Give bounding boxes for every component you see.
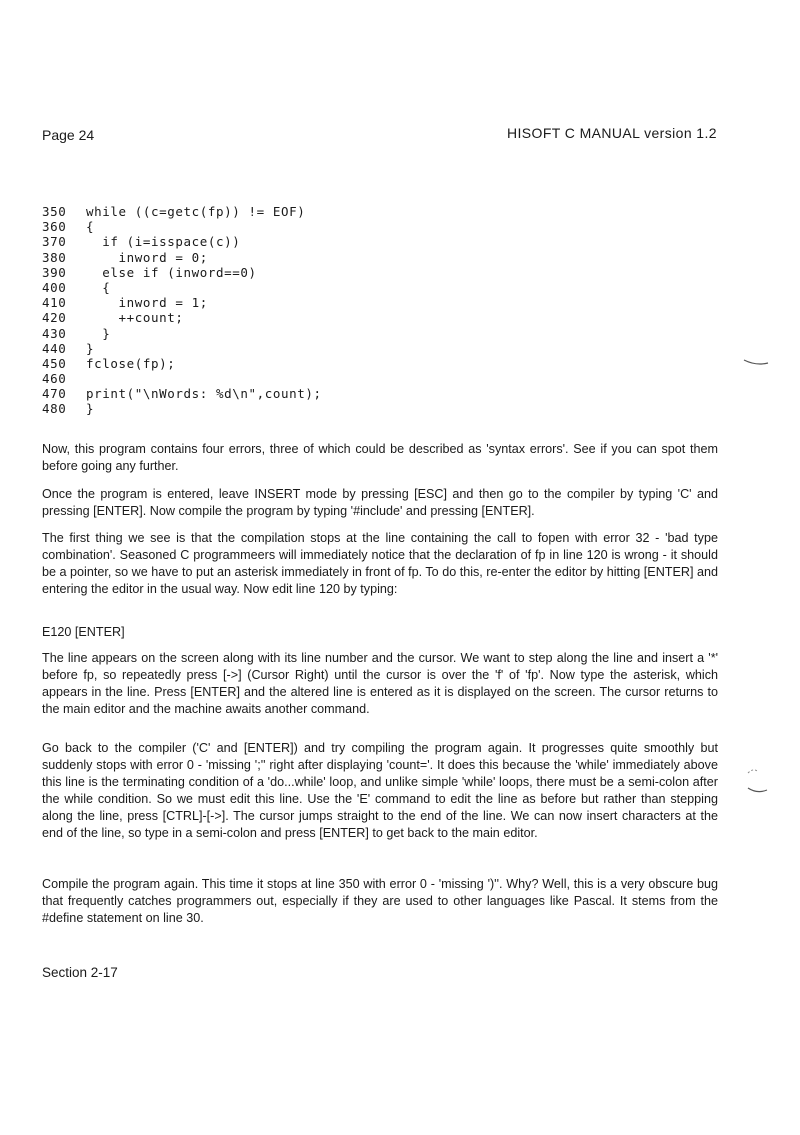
line-number: 480 xyxy=(42,401,67,417)
body-paragraph: Now, this program contains four errors, three of which could be described as 'syntax errors'. See if you can spot them before going any further. xyxy=(42,442,718,473)
line-number: 460 xyxy=(42,371,67,387)
line-number: 420 xyxy=(42,310,67,326)
code-text: if (i=isspace(c)) xyxy=(86,234,241,250)
margin-mark xyxy=(745,764,771,798)
code-text: { xyxy=(86,219,95,235)
line-number: 410 xyxy=(42,295,67,311)
code-text: } xyxy=(86,401,95,417)
line-number: 440 xyxy=(42,340,67,356)
code-text: while ((c=getc(fp)) != EOF) xyxy=(86,204,306,219)
body-paragraph: The first thing we see is that the compilation stops at the line containing the call to fopen with error 32 - 'bad type combination'. Seasoned C programmeers will immediately notice that the declaration of fp in line 120 is wrong - it should be a pointer, so we have to put an asterisk immediately in front of fp. To do this, re-enter the editor by hitting [ENTER] and entering the editor in the usual way. Now edit line 120 by typing: xyxy=(42,531,718,596)
code-line xyxy=(42,204,322,219)
command-example: E120 [ENTER] xyxy=(42,625,125,639)
line-number: 350 xyxy=(42,204,67,219)
line-number: 450 xyxy=(42,355,67,371)
margin-mark xyxy=(742,354,772,368)
code-line xyxy=(42,310,322,325)
code-text: { xyxy=(86,279,111,295)
code-text: } xyxy=(86,325,111,341)
code-line xyxy=(42,356,322,371)
code-line xyxy=(42,341,322,356)
code-line xyxy=(42,401,322,416)
body-paragraph: Go back to the compiler ('C' and [ENTER]) and try compiling the program again. It progresses quite smoothly but suddenly stops with error 0 - 'missing ';'' right after displaying 'count='. It does this because the 'while' immediately above this line is the terminating condition of a 'do...while' loop, and unlike simple 'while' loops, there must be a semi-colon after the while condition. So we must edit this line. Use the 'E' command to edit the line as before but rather than stepping along the line, press [CTRL]-[->]. The cursor jumps straight to the end of the line. We can now insert characters at the end of the line, so type in a semi-colon and press [ENTER] to get back to the main editor. xyxy=(42,741,718,840)
code-line xyxy=(42,219,322,234)
code-listing xyxy=(42,204,322,417)
code-text: inword = 0; xyxy=(86,249,208,265)
manual-title: HISOFT C MANUAL version 1.2 xyxy=(507,125,717,141)
line-number: 370 xyxy=(42,234,67,250)
page-number: Page 24 xyxy=(42,127,95,143)
section-label: Section 2-17 xyxy=(42,965,118,980)
code-line xyxy=(42,295,322,310)
code-text: print("\nWords: %d\n",count); xyxy=(86,386,322,402)
code-text: ++count; xyxy=(86,310,184,326)
code-line xyxy=(42,280,322,295)
code-text: } xyxy=(86,340,95,356)
line-number: 400 xyxy=(42,279,67,295)
code-text: inword = 1; xyxy=(86,295,208,311)
line-number: 390 xyxy=(42,264,67,280)
body-paragraph: Once the program is entered, leave INSERT mode by pressing [ESC] and then go to the compiler by typing 'C' and pressing [ENTER]. Now compile the program by typing '#include' and pressing [ENTER]. xyxy=(42,487,718,518)
line-number: 360 xyxy=(42,219,67,235)
line-number: 470 xyxy=(42,386,67,402)
code-line xyxy=(42,386,322,401)
code-line xyxy=(42,265,322,280)
line-number: 380 xyxy=(42,249,67,265)
code-line xyxy=(42,371,322,386)
body-paragraph: The line appears on the screen along with its line number and the cursor. We want to step along the line and insert a '*' before fp, so repeatedly press [->] (Cursor Right) until the cursor is over the 'f' of 'fp'. Now type the asterisk, which appears in the line. Press [ENTER] and the altered line is entered as it is displayed on the screen. The cursor returns to the main editor and the machine awaits another command. xyxy=(42,651,718,716)
line-number: 430 xyxy=(42,325,67,341)
body-paragraph: Compile the program again. This time it stops at line 350 with error 0 - 'missing ')''. Why? Well, this is a very obscure bug that frequently catches programmers out, especially if they are used to other languages like Pascal. It stems from the #define statement on line 30. xyxy=(42,877,718,925)
code-line xyxy=(42,234,322,249)
code-line xyxy=(42,250,322,265)
code-text: else if (inword==0) xyxy=(86,264,257,280)
code-line xyxy=(42,326,322,341)
code-text: fclose(fp); xyxy=(86,355,176,371)
